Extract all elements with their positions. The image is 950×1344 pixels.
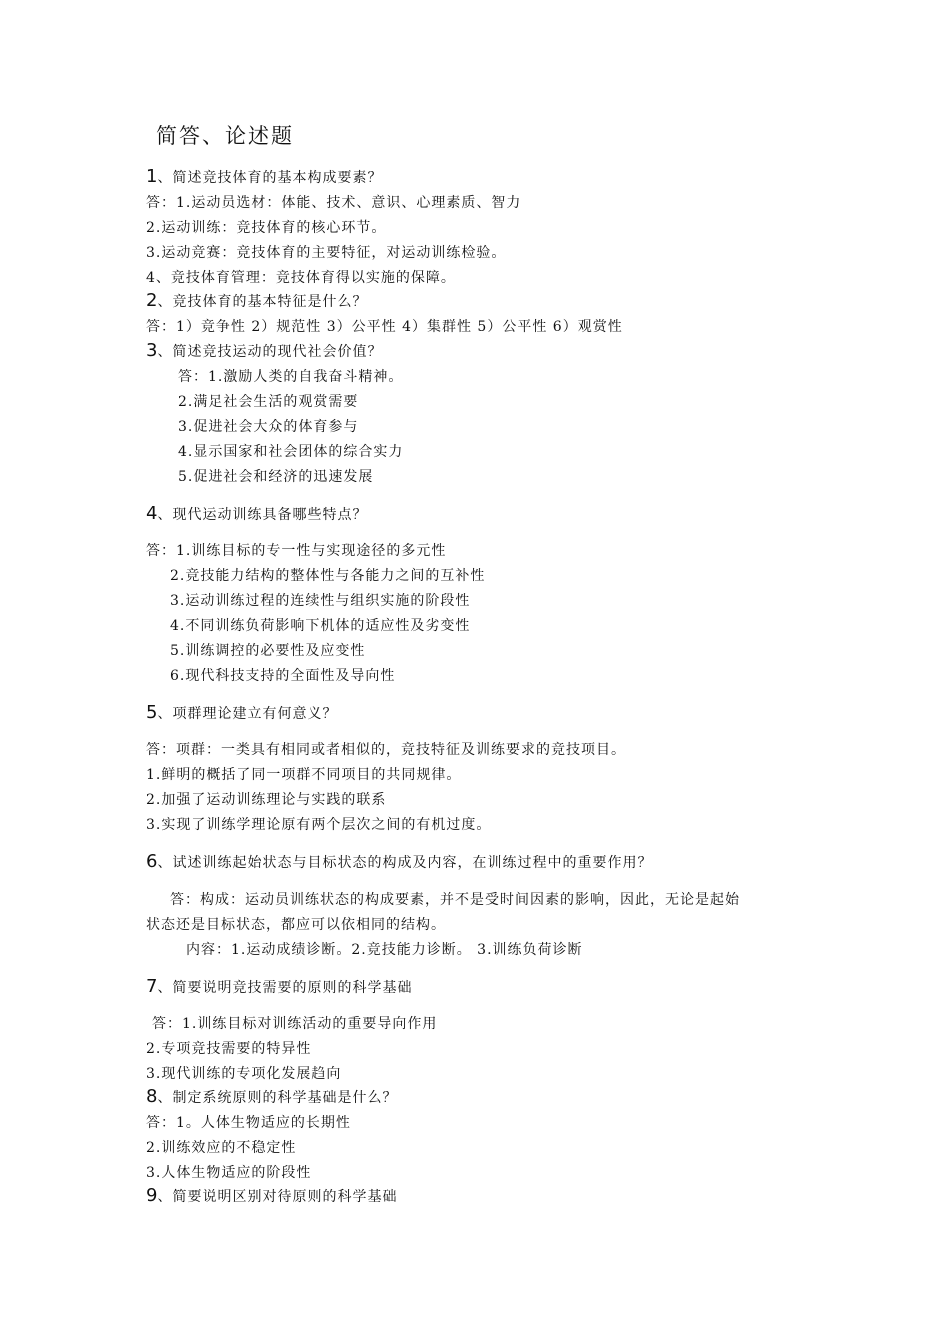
question-text: 、竞技体育的基本特征是什么？ <box>157 294 368 310</box>
answer-line: 1.鲜明的概括了同一项群不同项目的共同规律。 <box>146 767 462 783</box>
answer-line: 3.实现了训练学理论原有两个层次之间的有机过度。 <box>146 817 492 833</box>
question-number: 8 <box>146 1086 158 1107</box>
question-text: 、试述训练起始状态与目标状态的构成及内容，在训练过程中的重要作用？ <box>157 855 653 871</box>
question-text: 、简述竞技体育的基本构成要素？ <box>157 170 383 186</box>
answer-line: 5.促进社会和经济的迅速发展 <box>178 469 374 485</box>
question-7 <box>146 978 412 997</box>
answer-line: 3.人体生物适应的阶段性 <box>146 1165 312 1181</box>
question-8 <box>146 1088 397 1107</box>
question-text: 、现代运动训练具备哪些特点？ <box>157 507 368 523</box>
question-text: 、项群理论建立有何意义？ <box>157 706 338 722</box>
answer-line: 答：1.运动员选材：体能、技术、意识、心理素质、智力 <box>146 195 522 211</box>
question-3 <box>146 342 382 361</box>
question-2 <box>146 292 367 311</box>
answer-line: 2.运动训练：竞技体育的核心环节。 <box>146 220 387 236</box>
question-number: 2 <box>146 290 158 311</box>
answer-line: 6.现代科技支持的全面性及导向性 <box>170 668 396 684</box>
question-9 <box>146 1187 397 1206</box>
answer-line: 2.满足社会生活的观赏需要 <box>178 394 359 410</box>
question-number: 1 <box>146 166 158 187</box>
page-title: 简答、论述题 <box>156 124 294 148</box>
answer-line: 3.促进社会大众的体育参与 <box>178 419 359 435</box>
answer-line: 答：1.训练目标的专一性与实现途径的多元性 <box>146 543 447 559</box>
answer-line: 内容：1.运动成绩诊断。2.竞技能力诊断。 3.训练负荷诊断 <box>186 942 583 958</box>
question-text: 、简要说明竞技需要的原则的科学基础 <box>157 980 413 996</box>
answer-line: 4、竞技体育管理：竞技体育得以实施的保障。 <box>146 270 456 286</box>
question-4 <box>146 505 367 524</box>
question-number: 6 <box>146 851 158 872</box>
answer-line: 3.现代训练的专项化发展趋向 <box>146 1066 342 1082</box>
answer-line: 3.运动竞赛：竞技体育的主要特征，对运动训练检验。 <box>146 245 507 261</box>
answer-line: 答：1。人体生物适应的长期性 <box>146 1115 351 1131</box>
question-6 <box>146 853 652 872</box>
answer-line: 答：项群：一类具有相同或者相似的，竞技特征及训练要求的竞技项目。 <box>146 742 626 758</box>
answer-line: 2.训练效应的不稳定性 <box>146 1140 297 1156</box>
answer-line: 答：构成：运动员训练状态的构成要素，并不是受时间因素的影响，因此，无论是起始 <box>170 892 740 908</box>
question-5 <box>146 704 337 723</box>
question-number: 4 <box>146 503 158 524</box>
answer-line: 2.专项竞技需要的特异性 <box>146 1041 312 1057</box>
answer-line: 状态还是目标状态，都应可以依相同的结构。 <box>146 917 446 933</box>
answer-line: 4.不同训练负荷影响下机体的适应性及劣变性 <box>170 618 471 634</box>
question-text: 、制定系统原则的科学基础是什么？ <box>157 1090 398 1106</box>
question-text: 、简要说明区别对待原则的科学基础 <box>157 1189 398 1205</box>
question-1 <box>146 168 382 187</box>
answer-line: 2.竞技能力结构的整体性与各能力之间的互补性 <box>170 568 486 584</box>
question-number: 3 <box>146 340 158 361</box>
answer-line: 答：1.激励人类的自我奋斗精神。 <box>178 369 404 385</box>
answer-line: 5.训练调控的必要性及应变性 <box>170 643 366 659</box>
question-number: 5 <box>146 702 158 723</box>
answer-line: 答：1）竞争性 2）规范性 3）公平性 4）集群性 5）公平性 6）观赏性 <box>146 319 623 335</box>
answer-line: 答：1.训练目标对训练活动的重要导向作用 <box>152 1016 438 1032</box>
answer-line: 2.加强了运动训练理论与实践的联系 <box>146 792 387 808</box>
answer-line: 4.显示国家和社会团体的综合实力 <box>178 444 404 460</box>
answer-line: 3.运动训练过程的连续性与组织实施的阶段性 <box>170 593 471 609</box>
question-number: 9 <box>146 1185 158 1206</box>
question-number: 7 <box>146 976 158 997</box>
question-text: 、简述竞技运动的现代社会价值？ <box>157 344 383 360</box>
